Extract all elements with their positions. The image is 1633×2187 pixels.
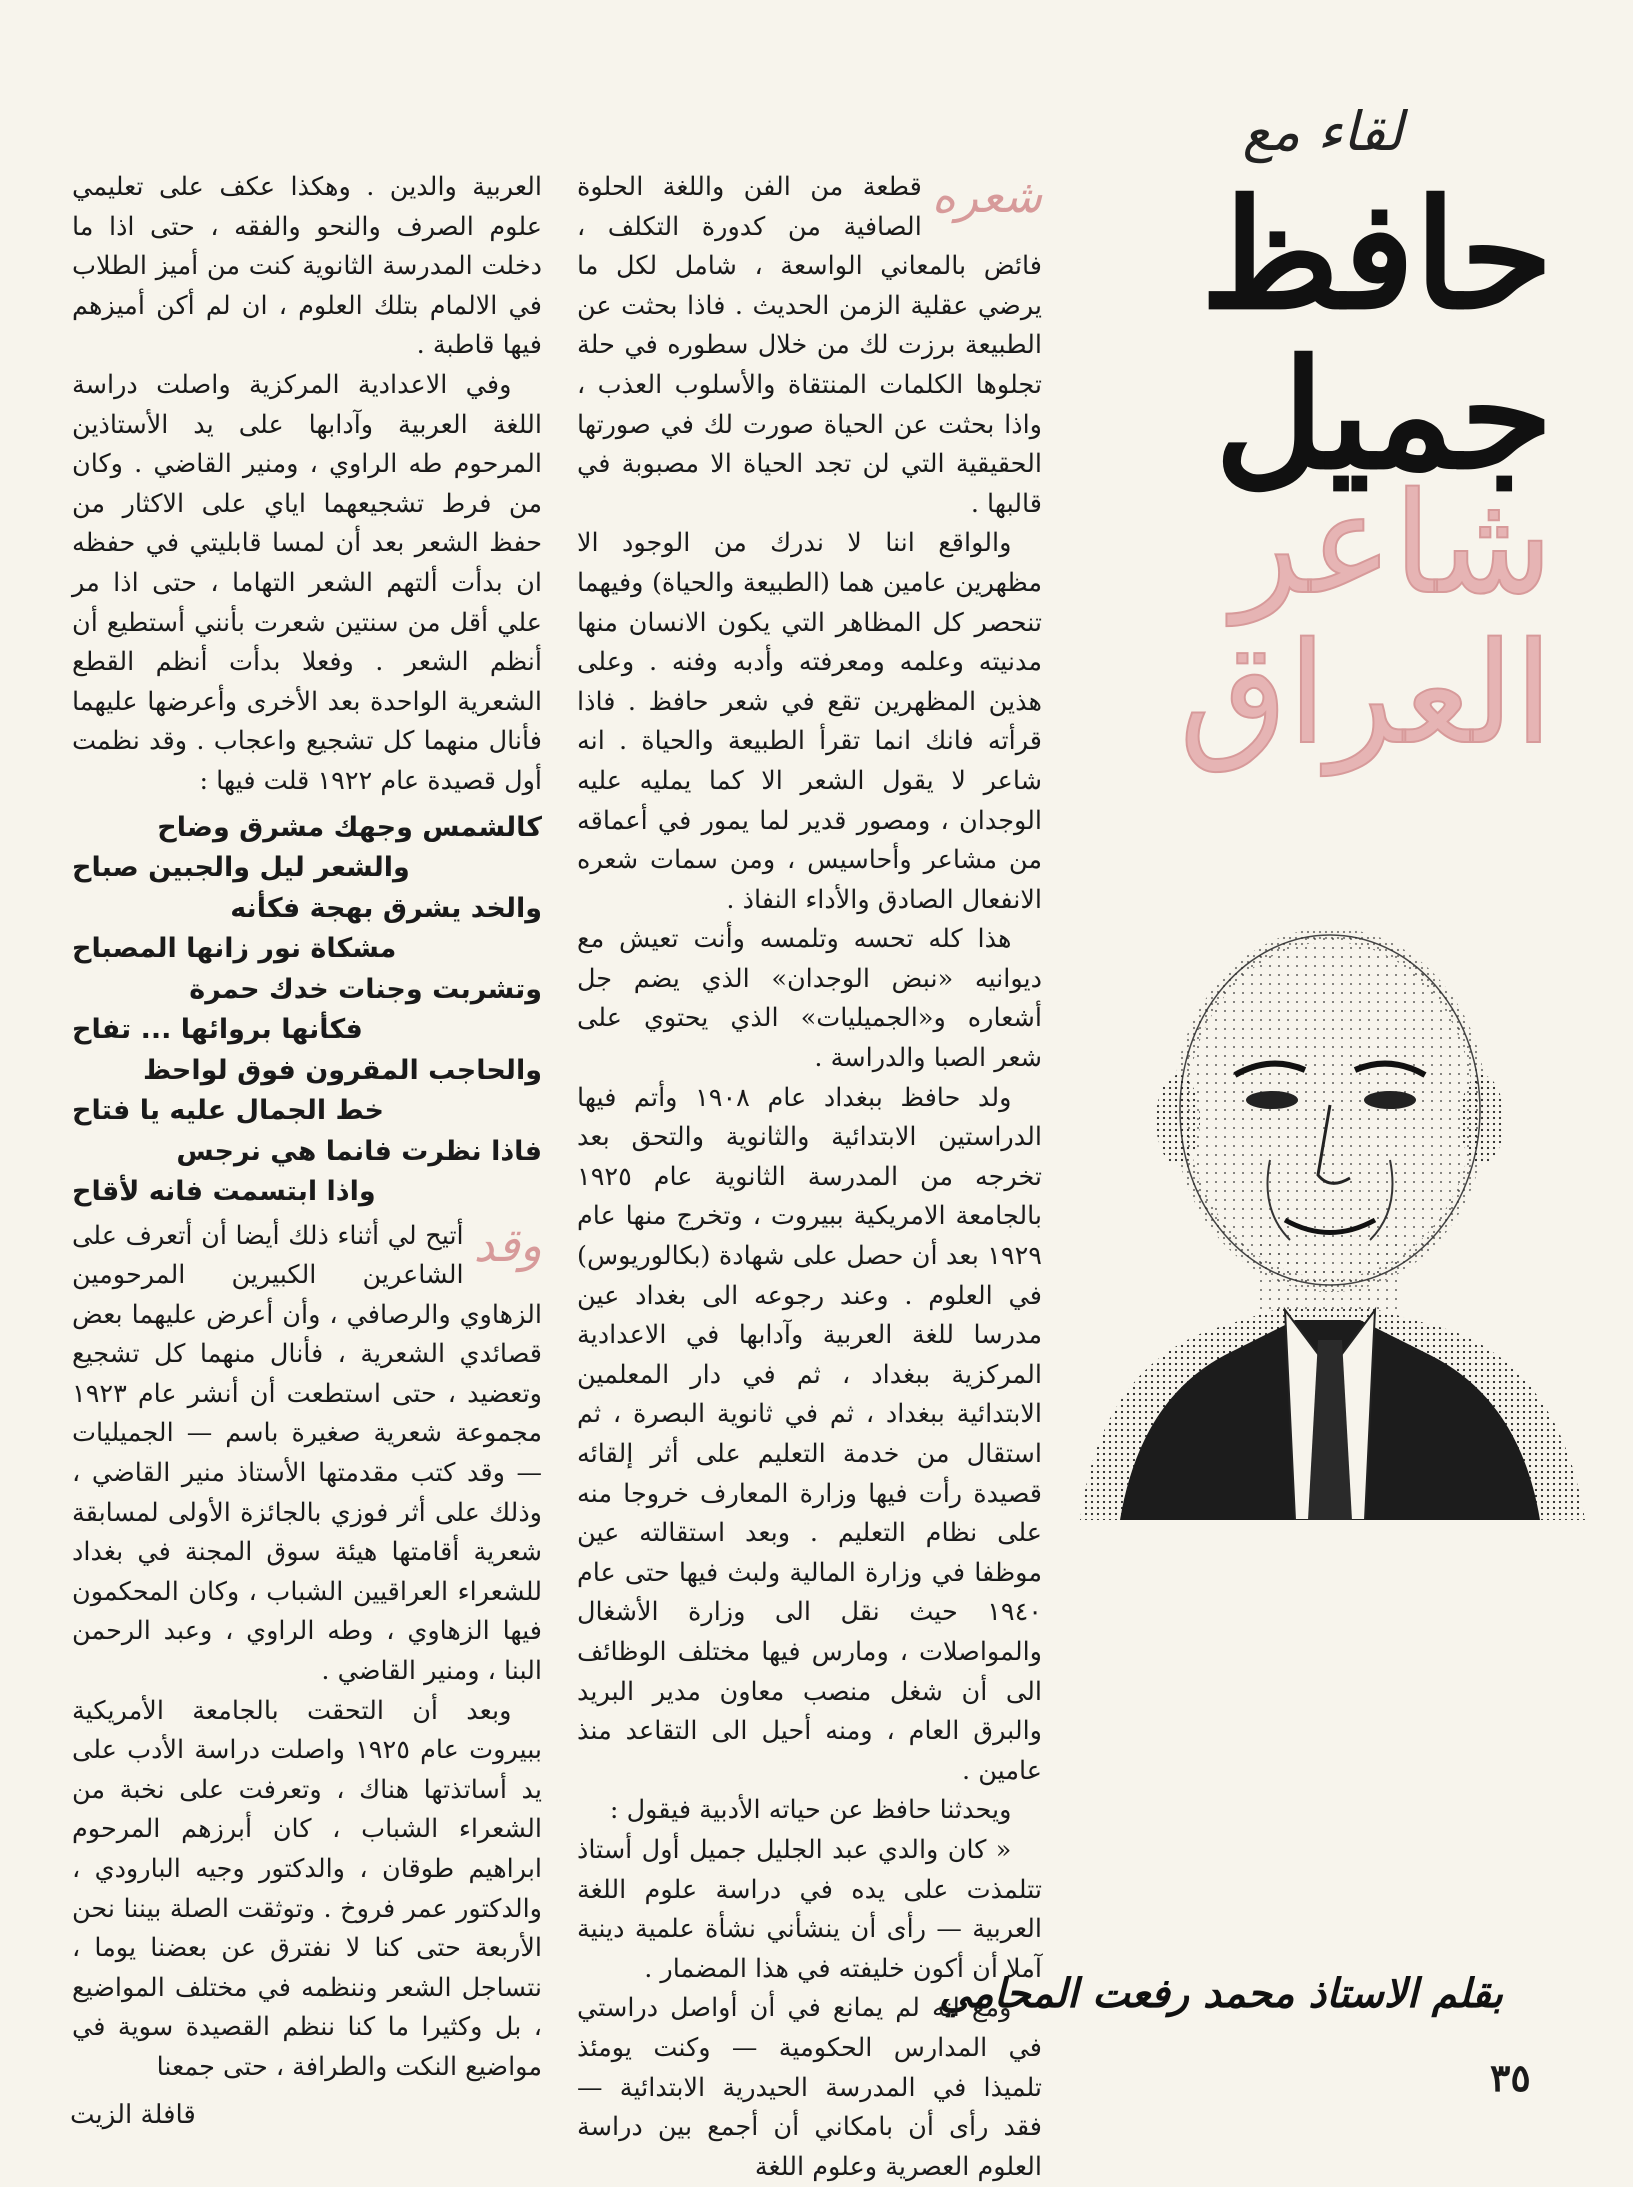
author-byline: بقلم الاستاذ محمد رفعت المحامي: [938, 1970, 1503, 2017]
poem-verse: والخد يشرق بهجة فكأنه: [230, 892, 542, 924]
section-label-and: وقد: [473, 1217, 542, 1272]
paragraph: هذا كله تحسه وتلمسه وأنت تعيش مع ديوانيه «نبض الوجدان» الذي يضم جل أشعاره و«الجميليات» الذي يحتوي على شعر الصبا والدراسة .: [577, 924, 1042, 1074]
poem-verse: كالشمس وجهك مشرق وضاح: [157, 811, 542, 843]
paragraph: العربية والدين . وهكذا عكف على تعليمي علوم الصرف والنحو والفقه ، حتى اذا ما دخلت المدرسة الثانوية كنت من أميز الطلاب في الالمام بتلك العلوم ، ان لم أكن أميزهم فيها قاطبة .: [72, 172, 542, 361]
paragraph: ولد حافظ ببغداد عام ١٩٠٨ وأتم فيها الدراستين الابتدائية والثانوية والتحق بعد تخرجه من المدرسة الثانوية عام ١٩٢٥ بالجامعة الامريكية ببيروت ، وتخرج منها عام ١٩٢٩ بعد أن حصل على شهادة (بكالوريوس) في العلوم . وعند رجوعه الى بغداد عين مدرسا للغة العربية وآدابها في الاعدادية المركزية ببغداد ، ثم في دار المعلمين الابتدائية ببغداد ، ثم في ثانوية البصرة ، ثم استقال من خدمة التعليم على أثر إلقائه قصيدة رأت فيها وزارة المعارف خروجا منه على نظام التعليم . وبعد استقالته عين موظفا في وزارة المالية ولبث فيها حتى عام ١٩٤٠ حيث نقل الى وزارة الأشغال والمواصلات ، ومارس فيها مختلف الوظائف الى أن شغل منصب معاون مدير البريد والبرق العام ، ومنه أحيل الى التقاعد منذ عامين .: [577, 1082, 1042, 1786]
portrait-drawing-icon: [1060, 900, 1600, 1520]
paragraph: وفي الاعدادية المركزية واصلت دراسة اللغة العربية وآدابها على يد الأستاذين المرحوم طه الراوي ، ومنير القاضي . وكان من فرط تشجيعهما اياي على الاكثار من حفظ الشعر بعد أن لمسا قابليتي في حفظه ان بدأت ألتهم الشعر التهاما ، حتى اذا مر علي أقل من سنتين شعرت بأنني أستطيع أن أنظم الشعر . وفعلا بدأت أنظم القطع الشعرية الواحدة بعد الأخرى وأعرضها عليهما فأنال منهما كل تشجيع واعجاب . وقد نظمت أول قصيدة عام ١٩٢٢ قلت فيها :: [72, 369, 542, 796]
magazine-footer: قافلة الزيت: [70, 2100, 196, 2130]
poem-verse: وتشربت وجنات خدك حمرة: [189, 973, 542, 1005]
paragraph: ومع انه لم يمانع في أن أواصل دراستي في المدارس الحكومية — وكنت يومئذ تلميذا في المدرسة الحيدرية الابتدائية — فقد رأى أن بامكاني أن أجمع بين دراسة العلوم العصرية وعلوم اللغة: [577, 1993, 1042, 2182]
poem-verse: واذا ابتسمت فانه لأقاح: [72, 1176, 376, 1207]
paragraph: « كان والدي عبد الجليل جميل أول أستاذ تتلمذت على يده في دراسة علوم اللغة العربية — رأى أن ينشأني نشأة علمية دينية آملا أن أكون خليفته في هذا المضمار .: [577, 1834, 1042, 1984]
poet-subtitle: شاعر العراق: [1179, 463, 1553, 776]
poem-verse: خط الجمال عليه يا فتاح: [72, 1095, 384, 1126]
poem-verse: فاذا نظرت فانما هي نرجس: [176, 1135, 542, 1167]
paragraph: والواقع اننا لا ندرك من الوجود الا مظهرين عامين هما (الطبيعة والحياة) وفيهما تنحصر كل المظاهر التي يكون الانسان منها مدنيته وعلمه ومعرفته وأدبه وفنه . وعلى هذين المظهرين تقع في شعر حافظ . فاذا قرأته فانك انما تقرأ الطبيعة والحياة . انه شاعر لا يقول الشعر الا كما يمليه عليه الوجدان ، ومصور قدير لما يمور في أعماقه من مشاعر وأحاسيس ، ومن سمات شعره الانفعال الصادق والأداء النفاذ .: [577, 528, 1042, 915]
paragraph: قطعة من الفن واللغة الحلوة الصافية من كدورة التكلف ، فائض بالمعاني الواسعة ، شامل لكل ما يرضي عقلية الزمن الحديث . فاذا بحثت عن الطبيعة برزت لك من خلال سطوره في حلة تجلوها الكلمات المنتقاة والأسلوب العذب ، واذا بحثت عن الحياة صورت لك في صورتها الحقيقية التي لن تجد الحياة الا مصبوبة في قالبها .: [577, 172, 1042, 519]
paragraph: أتيح لي أثناء ذلك أيضا أن أتعرف على الشاعرين الكبيرين المرحومين الزهاوي والرصافي ، وأن أعرض عليهما بعض قصائدي الشعرية ، فأنال منهما كل تشجيع وتعضيد ، حتى استطعت أن أنشر عام ١٩٢٣ مجموعة شعرية صغيرة باسم — الجميليات — وقد كتب مقدمتها الأستاذ منير القاضي ، وذلك على أثر فوزي بالجائزة الأولى لمسابقة شعرية أقامتها هيئة سوق المجنة في بغداد للشعراء العراقيين الشباب ، وكان المحكمون فيها الزهاوي ، وطه الراوي ، وعبد الرحمن البنا ، ومنير القاضي .: [72, 1220, 542, 1687]
poem-verse: فكأنها بروائها ... تفاح: [72, 1014, 363, 1045]
paragraph: وبعد أن التحقت بالجامعة الأمريكية ببيروت عام ١٩٢٥ واصلت دراسة الأدب على يد أساتذتها هناك ، وتعرفت على نخبة من الشعراء الشباب ، كان أبرزهم المرحوم ابراهيم طوقان ، والدكتور وجيه البارودي ، والدكتور عمر فروخ . وتوثقت الصلة بيننا نحن الأربعة حتى كنا لا نفترق عن بعضنا يوما ، نتساجل الشعر وننظمه في مختلف المواضيع ، بل وكثيرا ما كنا ننظم القصيدة سوية في مواضيع النكت والطرافة ، حتى جمعنا: [72, 1695, 542, 2082]
poem-verse: مشكاة نور زانها المصباح: [72, 933, 397, 964]
poet-name-title: حافظ جميل: [1200, 167, 1553, 503]
section-label-poetry: شعره: [931, 169, 1042, 223]
poem-verse: والشعر ليل والجبين صباح: [72, 852, 410, 883]
paragraph: ويحدثنا حافظ عن حياته الأدبية فيقول :: [609, 1795, 1012, 1826]
page-number: ٣٥: [1490, 2055, 1531, 2100]
poem-block: [72, 808, 542, 1213]
middle-text-column: [577, 168, 1042, 2187]
poem-verse: والحاجب المقرون فوق لواحظ: [142, 1054, 542, 1086]
kicker-title: لقاء مع: [1242, 100, 1403, 163]
left-text-column: [72, 168, 542, 2088]
